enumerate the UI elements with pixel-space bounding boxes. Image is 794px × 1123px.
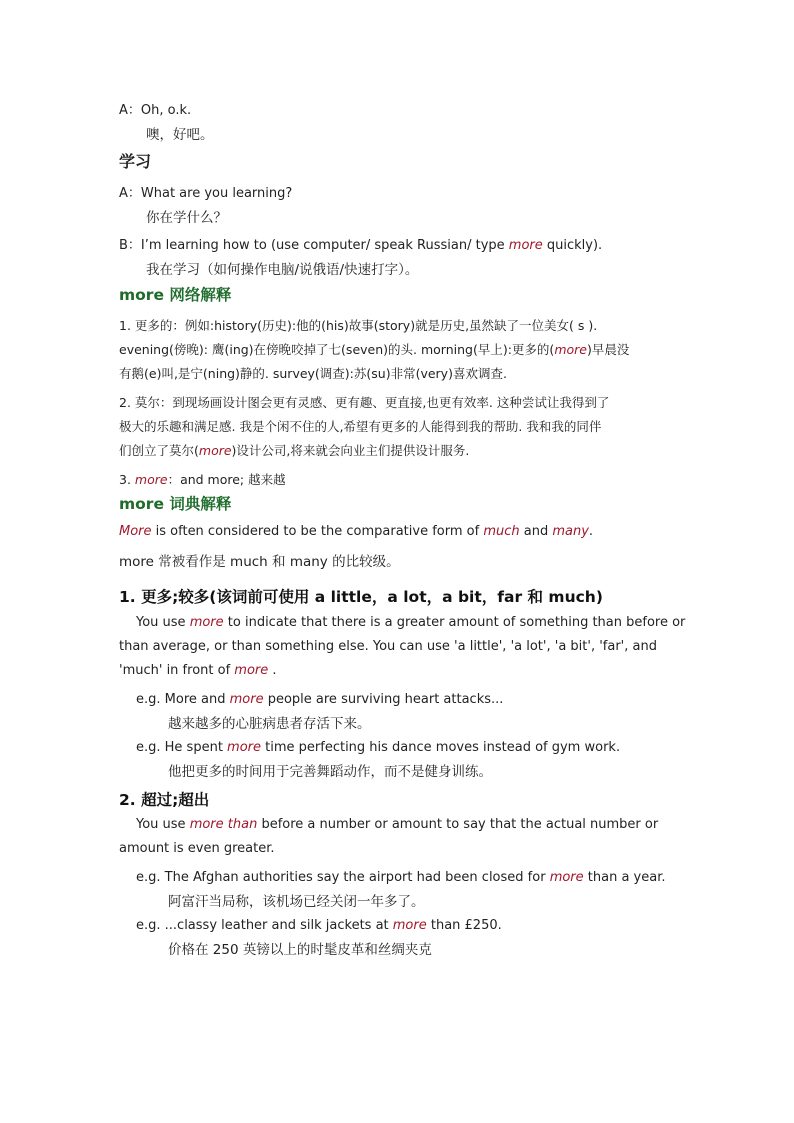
sense-1-example-2: e.g. He spent more time perfecting his dance moves instead of gym work. — [136, 740, 621, 755]
web-item-1-line-3: 有鹅(e)叫,是宁(ning)静的. survey(调查):苏(su)非常(very)喜欢调查. — [119, 366, 507, 381]
sense-1-def-line-1: You use more to indicate that there is a greater amount of something than before or — [136, 615, 686, 630]
sense-2-def-line-2: amount is even greater. — [119, 841, 275, 856]
sense-2-example-1: e.g. The Afghan authorities say the airport had been closed for more than a year. — [136, 870, 666, 885]
web-item-1-line-2: evening(傍晚): 鹰(ing)在傍晚咬掉了七(seven)的头. morning(早上):更多的(more)早晨没 — [119, 342, 630, 357]
sense-2-example-1-translation: 阿富汗当局称，该机场已经关闭一年多了。 — [168, 894, 425, 910]
section-title-learning: 学习 — [119, 152, 152, 171]
sense-1-def-line-2: than average, or than something else. You can use 'a little', 'a lot', 'a bit', 'far', and — [119, 639, 657, 654]
dict-intro-en: More is often considered to be the comparative form of much and many. — [119, 524, 594, 539]
sense-2-title: 2. 超过;超出 — [119, 791, 210, 809]
sense-1-example-1: e.g. More and more people are surviving heart attacks... — [136, 692, 504, 707]
highlight-word: more — [134, 472, 168, 487]
web-item-2-line-2: 极大的乐趣和满足感. 我是个闲不住的人,希望有更多的人能得到我的帮助. 我和我的同伴 — [119, 419, 602, 434]
dict-heading: more 词典解释 — [119, 495, 232, 513]
web-item-3: 3. more：and more; 越来越 — [119, 472, 286, 487]
dialogue-a-translation: 噢，好吧。 — [146, 127, 214, 143]
sense-1-def-line-3: 'much' in front of more . — [119, 663, 277, 678]
highlight-word: more — [508, 238, 543, 253]
dialogue-a-line: A：Oh, o.k. — [119, 103, 192, 118]
highlight-word: more — [198, 443, 232, 458]
learning-b-line: B：I’m learning how to (use computer/ speak Russian/ type more quickly). — [119, 238, 603, 253]
sense-1-example-1-translation: 越来越多的心脏病患者存活下来。 — [168, 716, 371, 732]
web-item-1-line-1: 1. 更多的：例如:history(历史):他的(his)故事(story)就是历史,虽然缺了一位美女( s ). — [119, 318, 598, 333]
web-heading: more 网络解释 — [119, 286, 232, 304]
dict-intro-zh: more 常被看作是 much 和 many 的比较级。 — [119, 554, 400, 570]
web-item-2-line-3: 们创立了莫尔(more)设计公司,将来就会向业主们提供设计服务. — [119, 443, 470, 458]
web-item-2-line-1: 2. 莫尔：到现场画设计图会更有灵感、更有趣、更直接,也更有效率. 这种尝试让我得到了 — [119, 395, 610, 410]
sense-1-example-2-translation: 他把更多的时间用于完善舞蹈动作，而不是健身训练。 — [168, 764, 492, 780]
highlight-word: more — [554, 342, 587, 357]
learning-a-line: A：What are you learning? — [119, 186, 293, 201]
sense-2-def-line-1: You use more than before a number or amount to say that the actual number or — [136, 817, 659, 832]
sense-2-example-2: e.g. ...classy leather and silk jackets at more than £250. — [136, 918, 502, 933]
sense-2-example-2-translation: 价格在 250 英镑以上的时髦皮革和丝绸夹克 — [168, 942, 432, 958]
learning-b-translation: 我在学习（如何操作电脑/说俄语/快速打字）。 — [146, 262, 419, 278]
sense-1-title: 1. 更多;较多(该词前可使用 a little，a lot，a bit，far 和 much) — [119, 588, 603, 606]
learning-a-translation: 你在学什么？ — [146, 210, 227, 226]
